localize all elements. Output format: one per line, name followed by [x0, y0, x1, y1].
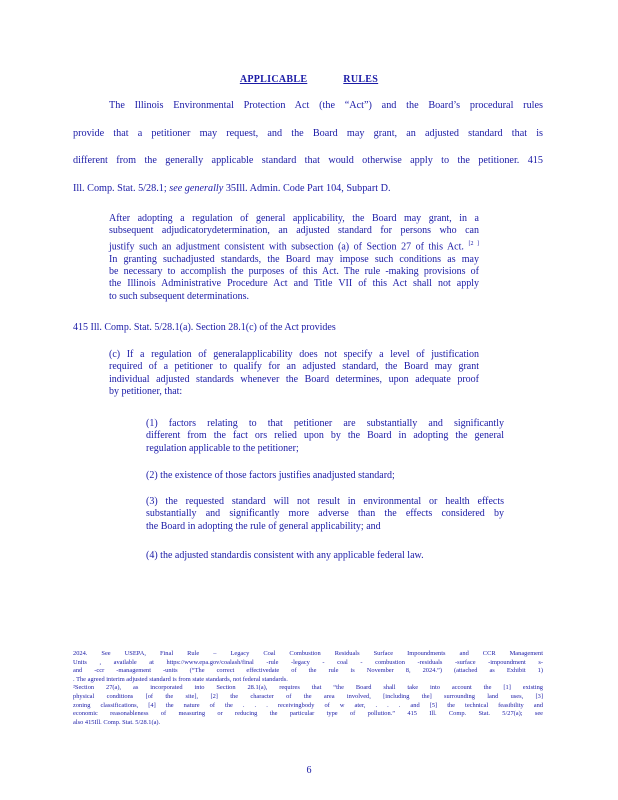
quote-line: by petitioner, that:	[109, 386, 183, 398]
footnote-line: also 415Ill. Comp. Stat. 5/28.1(a).	[73, 718, 161, 726]
list-item-1	[146, 418, 504, 455]
quote-line-text: justify such an adjustment consistent with subsection (a) of Section 27 of this Act.	[109, 241, 464, 253]
footnote-line: . The agreed interim adjusted standard is from state standards, not federal standards.	[73, 675, 288, 683]
list-item-4	[146, 550, 504, 562]
footnotes	[73, 650, 543, 727]
intro-line: The Illinois Environmental Protection Act (the “Act”) and the Board’s procedural rules	[109, 100, 543, 111]
list-item-3	[146, 496, 504, 533]
list-item-2	[146, 470, 504, 482]
item-line: (2) the existence of those factors justifies anadjusted standard;	[146, 470, 395, 481]
section-heading	[0, 74, 618, 85]
footnote-ref: [2 ]	[468, 240, 479, 247]
quote-line: to such subsequent determinations.	[109, 290, 249, 302]
quote-line: In granting suchadjusted standards, the Board may impose such conditions as may	[109, 253, 479, 265]
block-quote-28-1a	[109, 213, 479, 303]
footnote-line: 2024. See USEPA, Final Rule – Legacy Coal Combustion Residuals Surface Impoundments and CCR Management	[73, 650, 543, 657]
item-line: (1) factors relating to that petitioner are substantially and significantly	[146, 418, 504, 429]
quote-line: required of a petitioner to qualify for an adjusted standard, the Board may grant	[109, 361, 479, 373]
footnote-line: economic reasonableness of measuring or reducing the particular type of pollution.” 415 Ill. Comp. Stat. 5/27(a); see	[73, 710, 543, 718]
item-line: substantially and significantly more adverse than the effects considered by	[146, 508, 504, 520]
quote-line: After adopting a regulation of general applicability, the Board may grant, in a	[109, 213, 479, 224]
citation-28-1c: 415 Ill. Comp. Stat. 5/28.1(a). Section 28.1(c) of the Act provides	[73, 322, 336, 333]
intro-line: provide that a petitioner may request, and the Board may grant, an adjusted standard that is	[73, 127, 543, 139]
intro-paragraph	[73, 92, 543, 202]
quote-line-with-footnote	[109, 238, 479, 254]
footnote-line: Units , available at https://www.epa.gov/coalash/final -rule -legacy - coal - combustion -residuals -surface -impoundment s-	[73, 658, 543, 666]
quote-line: be necessary to accomplish the purposes of this Act. The rule -making provisions of	[109, 265, 479, 277]
footnote-line: zoning classifications, [4] the nature of the . . . receivingbody of w ater, . . . and [5] the technical feasibility and	[73, 701, 543, 709]
intro-line: different from the generally applicable standard that would otherwise apply to the petitioner. 415	[73, 155, 543, 166]
intro-cite-text: Ill. Comp. Stat. 5/28.1;	[73, 182, 167, 194]
item-line: (3) the requested standard will not result in environmental or health effects	[146, 496, 504, 507]
footnote-line: and -ccr -management -units (“The correct effectivedate of the rule is November 8, 2024.”) (attached as Exhibit 1)	[73, 667, 543, 675]
block-quote-28-1c	[109, 349, 479, 399]
intro-cite-tail: 35Ill. Admin. Code Part 104, Subpart D.	[225, 182, 391, 194]
footnote-line: ²Section 27(a), as incorporated into Section 28.1(a), requires that “the Board shall take into account the [1] existing	[73, 684, 543, 692]
item-line: regulation applicable to the petitioner;	[146, 442, 299, 454]
quote-line: the Illinois Administrative Procedure Act and Title VII of this Act shall not apply	[109, 278, 479, 290]
quote-line: subsequent adjudicatorydetermination, an adjusted standard for persons who can	[109, 225, 479, 237]
quote-line: (c) If a regulation of generalapplicability does not specify a level of justification	[109, 349, 479, 360]
intro-citation-line	[73, 175, 543, 203]
footnote-line: physical conditions [of the site], [2] the character of the area involved, [including the] surrounding land uses, [3]	[73, 692, 543, 700]
item-line: different from the fact ors relied upon by the Board in adopting the general	[146, 430, 504, 442]
intro-cite-italic: see generally	[169, 182, 224, 194]
item-line: (4) the adjusted standardis consistent with any applicable federal law.	[146, 550, 424, 561]
item-line: the Board in adopting the rule of general applicability; and	[146, 520, 381, 532]
quote-line: individual adjusted standards whenever the Board determines, upon adequate proof	[109, 373, 479, 385]
heading-right: RULES	[343, 74, 379, 85]
page-number: 6	[306, 765, 312, 776]
heading-left: APPLICABLE	[239, 74, 308, 85]
